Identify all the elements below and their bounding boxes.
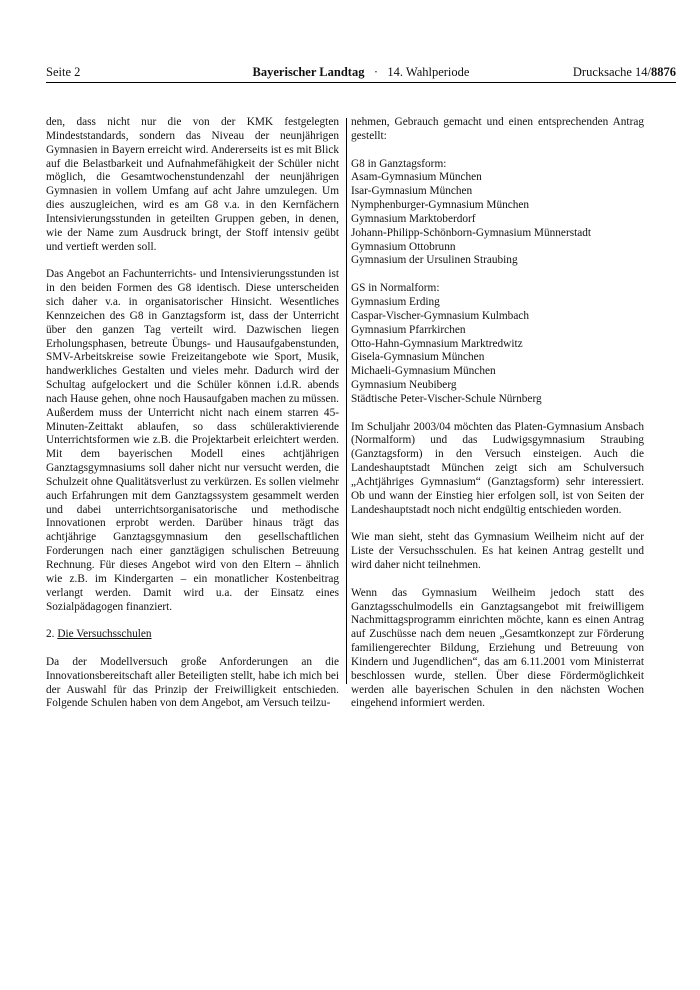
section-number: 2. [46, 628, 55, 641]
page-header [46, 64, 676, 80]
list-item: Gymnasium der Ursulinen Straubing [351, 254, 518, 267]
paragraph: den, dass nicht nur die von der KMK festgelegten Mindeststandards, sondern das Niveau der neunjährigen Gymnasien in Bayern erreicht wird. Andererseits ist es mit Blick auf die Belastbarkeit und Aufnahmefähigkeit der Schüler nicht möglich, die Gesamtwochenstundenzahl der neunjährigen Gymnasien in vollem Umfang auf acht Jahre umzulegen. Um dies auszugleichen, wird es am G8 v.a. in den Kernfächern Intensivierungsstunden in geteilten Gruppen geben, in denen, wie der Name zum Ausdruck bringt, der Stoff intensiv geübt und vertieft werden soll. [46, 116, 339, 253]
list-item: Michaeli-Gymnasium München [351, 365, 496, 378]
section-title: Die Versuchsschulen [57, 628, 152, 641]
list-item: Städtische Peter-Vischer-Schule Nürnberg [351, 392, 542, 405]
paragraph: Wie man sieht, steht das Gymnasium Weilheim nicht auf der Liste der Versuchsschulen. Es hat keinen Antrag gestellt und wird daher nicht teilnehmen. [351, 531, 644, 571]
document-number [573, 64, 676, 80]
list-heading: G8 in Ganztagsform: [351, 157, 447, 170]
list-item: Gymnasium Pfarrkirchen [351, 323, 466, 336]
page-number: Seite 2 [46, 65, 81, 79]
header-rule [46, 82, 676, 83]
list-heading: GS in Normalform: [351, 282, 440, 295]
legislative-period: 14. Wahlperiode [387, 65, 470, 79]
list-item: Johann-Philipp-Schönborn-Gymnasium Münnerstadt [351, 226, 592, 239]
paragraph: Im Schuljahr 2003/04 möchten das Platen-Gymnasium Ansbach (Normalform) und das Ludwigsgymnasium Straubing (Ganztagsform) in den Versuch einsteigen. Auch die Landeshauptstadt München zeigt sich am Schulversuch „Achtjähriges Gymnasium“ (Ganztagsform) sehr interessiert. Ob und wann der Einstieg hier erfolgen soll, ist von Seiten der Landeshauptstadt noch nicht endgültig entschieden worden. [351, 420, 644, 516]
section-heading [46, 628, 339, 642]
list-item: Gymnasium Erding [351, 295, 440, 308]
header-separator: · [373, 65, 378, 79]
list-item: Isar-Gymnasium München [351, 185, 473, 198]
right-column [351, 116, 644, 725]
paragraph: Das Angebot an Fachunterrichts- und Intensivierungsstunden ist in den beiden Formen des G8 identisch. Diese unterscheiden sich daher v.a. in organisatorischer Hinsicht. Wesentliches Kennzeichen des G8 in Ganztagsform ist, dass der Unterricht über den ganzen Tag verteilt wird. Dazwischen liegen Erholungsphasen, betreute Übungs- und Hausaufgabenstunden, SMV-Arbeitskreise sowie Freizeitangebote wie Sport, Musik, handwerkliches Gestalten und vieles mehr. Dadurch wird der Schultag aufgelockert und die Schüler können i.d.R. abends nach Hause gehen, ohne noch Hausaufgaben machen zu müssen. Außerdem muss der Unterricht nicht nach einem starren 45-Minuten-Zeittakt ablaufen, so dass schüleraktivierende Unterrichtsformen wie z.B. die Projektarbeit erleichtert werden. Mit dem bayerischen Modell eines achtjährigen Ganztagsgymnasiums soll daher nicht nur versucht werden, die Schulzeit ohne Qualitätsverlust zu verkürzen. Es sollen vielmehr auch Erfahrungen mit dem Ganztagssystem gesammelt werden und dabei unterrichtsorganisatorische und methodische Innovationen erprobt werden. Darüber hinaus trägt das achtjährige Ganztagsgymnasium den gesellschaftlichen Forderungen nach einer ganztägigen schulischen Betreuung Rechnung. Für dieses Angebot wird von den Eltern – ähnlich wie z.B. im Kindergarten – ein monatlicher Kostenbeitrag verlangt werden. Damit wird u.a. der Einsatz eines Sozialpädagogen finanziert. [46, 268, 339, 613]
paragraph: nehmen, Gebrauch gemacht und einen entsprechenden Antrag gestellt: [351, 116, 644, 142]
list-item: Gymnasium Neubiberg [351, 379, 457, 392]
list-item: Gymnasium Marktoberdorf [351, 212, 476, 225]
document-id: 8876 [651, 65, 676, 79]
parliament-name: Bayerischer Landtag [252, 65, 365, 79]
list-item: Nymphenburger-Gymnasium München [351, 199, 530, 212]
column-divider [346, 118, 347, 684]
list-item: Gisela-Gymnasium München [351, 351, 485, 364]
list-item: Otto-Hahn-Gymnasium Marktredwitz [351, 337, 523, 350]
school-list-normal [351, 282, 644, 407]
paragraph: Da der Modellversuch große Anforderungen an die Innovationsbereitschaft aller Beteiligten stellt, habe ich mich bei der Auswahl für das Prinzip der Freiwilligkeit entschieden. Folgende Schulen haben von dem Angebot, am Versuch teilzu- [46, 655, 339, 710]
list-item: Asam-Gymnasium München [351, 171, 482, 184]
document-prefix: Drucksache 14/ [572, 65, 651, 79]
left-column [46, 116, 339, 725]
list-item: Caspar-Vischer-Gymnasium Kulmbach [351, 309, 530, 322]
school-list-ganztag [351, 158, 644, 269]
paragraph: Wenn das Gymnasium Weilheim jedoch statt des Ganztagsschulmodells ein Ganztagsangebot mit freiwilligem Nachmittagsprogramm einrichten möchte, kann es einen Antrag auf Zuschüsse nach dem neuen „Gesamtkonzept zur Förderung familiengerechter Bildung, Erziehung und Betreuung von Kindern und Jugendlichen“, das am 6.11.2001 vom Ministerrat beschlossen wurde, stellen. Über diese Fördermöglichkeit werden alle bayerischen Schulen in den nächsten Wochen eingehend informiert werden. [351, 586, 644, 710]
list-item: Gymnasium Ottobrunn [351, 240, 456, 253]
